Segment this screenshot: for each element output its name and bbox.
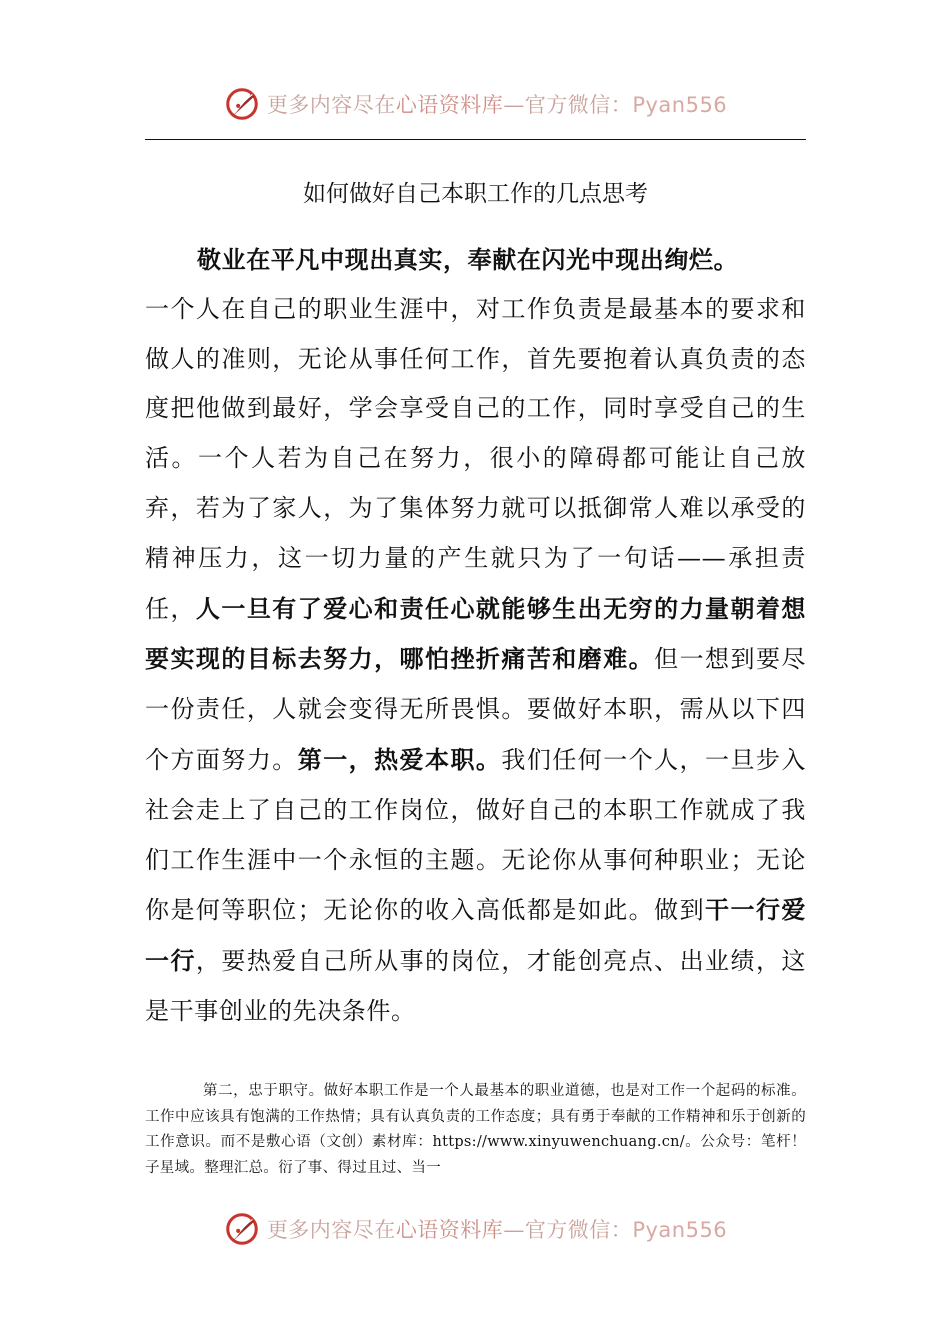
bold-phrase-responsibility: 人一旦有了爱心和责任心就能够生出无穷的力量朝着想要实现的目标去努力，哪怕挫折痛苦和磨难。: [145, 593, 806, 674]
body-paragraph: 敬业在平凡中现出真实，奉献在闪光中现出绚烂。 一个人在自己的职业生涯中，对工作负责是最基本的要求和做人的准则，无论从事任何工作，首先要抱着认真负责的态度把他做到最好，学会享受自己的工作，同时享受自己的生活。一个人若为自己在努力，很小的障碍都可能让自己放弃，若为了家人，为了集体努力就可以抵御常人难以承受的精神压力，这一切力量的产生就只为了一句话——承担责任，人一旦有了爱心和责任心就能够生出无穷的力量朝着想要实现的目标去努力，哪怕挫折痛苦和磨难。但一想到要尽一份责任，人就会变得无所畏惧。要做好本职，需从以下四个方面努力。第一，热爱本职。我们任何一个人，一旦步入社会走上了自己的工作岗位，做好自己的本职工作就成了我们工作生涯中一个永恒的主题。无论你从事何种职业；无论你是何等职位；无论你的收入高低都是如此。做到干一行爱一行，要热爱自己所从事的岗位，才能创亮点、出业绩，这是干事创业的先决条件。: [145, 235, 806, 1037]
page-header: [0, 80, 950, 128]
footer-text: 更多内容尽在心语资料库—官方微信：Pyan556: [266, 1218, 728, 1242]
small-paragraph: 第二，忠于职守。做好本职工作是一个人最基本的职业道德，也是对工作一个起码的标准。工作中应该具有饱满的工作热情；具有认真负责的工作态度；具有勇于奉献的工作精神和乐于创新的工作意识。而不是敷心语（文创）素材库：https://www.xinyuwenchuang.cn/。公众号：笔杆！子星域。整理汇总。衍了事、得过且过、当一: [145, 1083, 806, 1176]
quill-logo-icon: [223, 85, 261, 123]
quill-logo-icon: [223, 1210, 261, 1248]
wechat-id: Pyan556: [632, 1218, 728, 1242]
lead-sentence: 敬业在平凡中现出真实，奉献在闪光中现出绚烂。: [197, 245, 739, 274]
bold-phrase-love-job: 干一行爱一行: [145, 895, 806, 976]
page-footer: [0, 1205, 950, 1253]
wechat-id: Pyan556: [632, 93, 728, 117]
doc-title: 如何做好自己本职工作的几点思考: [303, 181, 648, 207]
bold-phrase-first: 第一，热爱本职。: [297, 744, 502, 774]
header-rule: [145, 139, 806, 140]
header-text: 更多内容尽在心语资料库—官方微信：Pyan556: [266, 93, 728, 117]
